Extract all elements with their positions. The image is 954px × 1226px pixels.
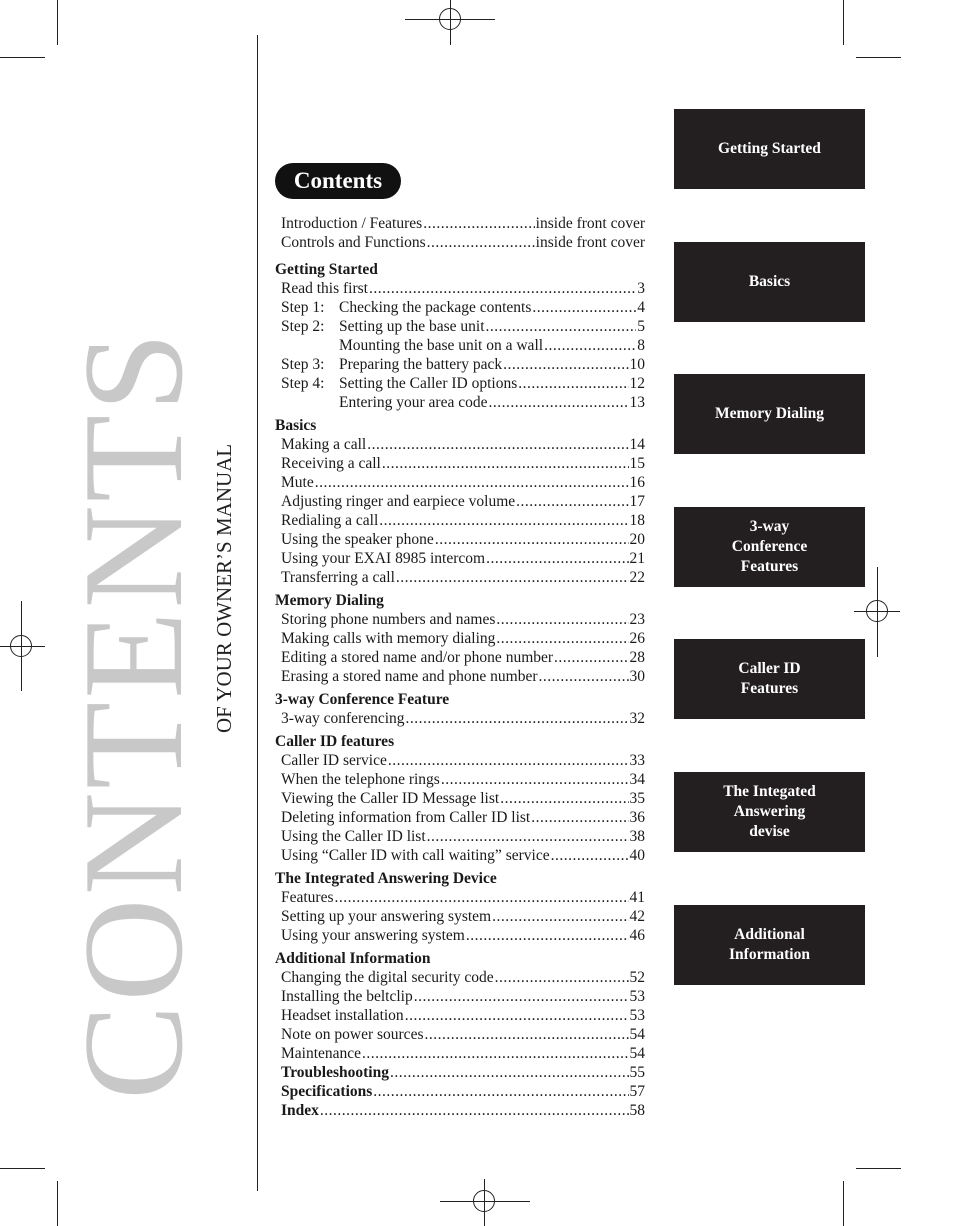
- registration-circle: [473, 1190, 495, 1212]
- crop-mark: [57, 1181, 58, 1226]
- toc-label: Mute: [281, 474, 314, 491]
- toc-page: 28: [629, 649, 645, 666]
- toc-page: 30: [629, 668, 645, 685]
- section-heading-memory-dialing: Memory Dialing: [275, 592, 384, 609]
- toc-entry[interactable]: [275, 454, 645, 473]
- toc-entry[interactable]: [275, 473, 645, 492]
- toc-label: Using your EXAI 8985 intercom: [281, 550, 486, 567]
- toc-entry[interactable]: [275, 987, 645, 1006]
- toc-entry[interactable]: [275, 1101, 645, 1120]
- toc-entry[interactable]: [275, 568, 645, 587]
- tab-caller-id-features[interactable]: [674, 639, 865, 719]
- toc-label: 3-way conferencing: [281, 710, 405, 727]
- toc-label: Caller ID service: [281, 752, 387, 769]
- crop-mark: [0, 57, 45, 58]
- toc-entry[interactable]: [275, 907, 645, 926]
- toc-page: 57: [629, 1083, 645, 1100]
- toc-label: When the telephone rings: [281, 771, 440, 788]
- toc-label: Editing a stored name and/or phone number: [281, 649, 554, 666]
- toc-label: Features: [281, 889, 334, 906]
- crop-mark: [0, 1168, 45, 1169]
- toc-entry[interactable]: [275, 355, 645, 374]
- toc-label: Mounting the base unit on a wall: [339, 337, 544, 354]
- toc-entry[interactable]: [275, 374, 645, 393]
- toc-page: 46: [629, 927, 645, 944]
- toc-page: 13: [629, 394, 645, 411]
- toc-entry[interactable]: [275, 1044, 645, 1063]
- toc-label: Erasing a stored name and phone number: [281, 668, 538, 685]
- toc-label: Transferring a call: [281, 569, 395, 586]
- toc-page: 58: [629, 1102, 645, 1119]
- toc-page: 10: [629, 356, 645, 373]
- section-heading-conference: 3-way Conference Feature: [275, 691, 450, 708]
- toc-entry[interactable]: [275, 888, 645, 907]
- toc-label: Receiving a call: [281, 455, 381, 472]
- toc-entry[interactable]: [275, 709, 645, 728]
- crop-mark: [843, 1181, 844, 1226]
- toc-page: 22: [629, 569, 645, 586]
- toc-page: inside front cover: [535, 215, 645, 232]
- toc-page: inside front cover: [535, 234, 645, 251]
- toc-label: Deleting information from Caller ID list: [281, 809, 531, 826]
- toc-page: 52: [629, 969, 645, 986]
- toc-page: 54: [629, 1026, 645, 1043]
- toc-step: Step 1:: [281, 299, 325, 316]
- toc-page: 17: [629, 493, 645, 510]
- toc-label: Headset installation: [281, 1007, 404, 1024]
- toc-entry[interactable]: [275, 511, 645, 530]
- tab-basics[interactable]: [674, 242, 865, 322]
- toc-entry[interactable]: [275, 846, 645, 865]
- toc-label: Storing phone numbers and names: [281, 611, 496, 628]
- toc-step: Step 4:: [281, 375, 325, 392]
- toc-page: 12: [629, 375, 645, 392]
- toc-entry[interactable]: [275, 968, 645, 987]
- toc-page: 18: [629, 512, 645, 529]
- registration-circle: [439, 8, 461, 30]
- tab-additional-information[interactable]: [674, 905, 865, 985]
- toc-entry[interactable]: [275, 610, 645, 629]
- toc-page: 53: [629, 988, 645, 1005]
- toc-entry[interactable]: [275, 770, 645, 789]
- toc-entry[interactable]: [275, 827, 645, 846]
- toc-page: 42: [629, 908, 645, 925]
- section-heading-answering-device: The Integrated Answering Device: [275, 870, 497, 887]
- toc-page: 4: [637, 299, 645, 316]
- toc-label: Setting up the base unit: [339, 318, 485, 335]
- toc-label: Redialing a call: [281, 512, 379, 529]
- registration-circle: [866, 600, 888, 622]
- contents-heading-pill: Contents: [275, 163, 401, 199]
- toc-entry[interactable]: [275, 1063, 645, 1082]
- toc-entry[interactable]: [275, 393, 645, 412]
- toc-entry[interactable]: [275, 298, 645, 317]
- toc-label: Changing the digital security code: [281, 969, 494, 986]
- toc-label: Setting the Caller ID options: [339, 375, 518, 392]
- toc-page: 55: [629, 1064, 645, 1081]
- toc-entry[interactable]: [275, 648, 645, 667]
- tab-label: Basics: [748, 273, 791, 290]
- divider: [257, 35, 258, 1191]
- crop-mark: [856, 57, 901, 58]
- tab-label: Caller ID Features: [738, 660, 801, 697]
- toc-entry[interactable]: [275, 751, 645, 770]
- toc-entry[interactable]: [275, 317, 645, 336]
- section-heading-additional-information: Additional Information: [275, 950, 431, 967]
- crop-mark: [843, 0, 844, 45]
- toc-page: 33: [629, 752, 645, 769]
- toc-entry[interactable]: [275, 808, 645, 827]
- tab-label: Memory Dialing: [715, 405, 824, 422]
- toc-entry[interactable]: [275, 233, 645, 252]
- toc-label: Making a call: [281, 436, 367, 453]
- toc-label: Installing the beltclip: [281, 988, 413, 1005]
- toc-entry[interactable]: [275, 629, 645, 648]
- table-of-contents: [275, 214, 645, 1120]
- toc-page: 8: [637, 337, 645, 354]
- toc-step: Step 2:: [281, 318, 325, 335]
- toc-page: 15: [629, 455, 645, 472]
- toc-entry[interactable]: [275, 492, 645, 511]
- toc-page: 54: [629, 1045, 645, 1062]
- toc-label: Using the speaker phone: [281, 531, 434, 548]
- toc-entry[interactable]: [275, 1082, 645, 1101]
- toc-page: 36: [629, 809, 645, 826]
- toc-label: Using your answering system: [281, 927, 465, 944]
- toc-label: Adjusting ringer and earpiece volume: [281, 493, 516, 510]
- toc-entry[interactable]: [275, 926, 645, 945]
- toc-page: 32: [629, 710, 645, 727]
- tab-label: The Integated Answering devise: [723, 783, 816, 840]
- toc-page: 35: [629, 790, 645, 807]
- toc-label: Preparing the battery pack: [339, 356, 503, 373]
- toc-page: 41: [629, 889, 645, 906]
- toc-page: 26: [629, 630, 645, 647]
- tab-label: Additional Information: [729, 926, 810, 963]
- toc-entry[interactable]: [275, 214, 645, 233]
- toc-page: 53: [629, 1007, 645, 1024]
- toc-page: 34: [629, 771, 645, 788]
- toc-label: Troubleshooting: [281, 1064, 389, 1081]
- toc-label: Introduction / Features: [281, 215, 423, 232]
- tab-label: 3-way Conference Features: [731, 518, 808, 575]
- toc-page: 14: [629, 436, 645, 453]
- toc-entry[interactable]: [275, 336, 645, 355]
- tab-getting-started[interactable]: [674, 109, 865, 189]
- toc-page: 20: [629, 531, 645, 548]
- toc-entry[interactable]: [275, 789, 645, 808]
- toc-entry[interactable]: [275, 1025, 645, 1044]
- toc-label: Index: [281, 1102, 319, 1119]
- toc-label: Read this first: [281, 280, 368, 297]
- toc-entry[interactable]: [275, 530, 645, 549]
- crop-mark: [57, 0, 58, 45]
- tab-conference-features[interactable]: [674, 507, 865, 587]
- tab-label: Getting Started: [718, 140, 821, 157]
- toc-page: 5: [637, 318, 645, 335]
- toc-page: 21: [629, 550, 645, 567]
- tab-answering-device[interactable]: [674, 772, 865, 852]
- toc-label: Viewing the Caller ID Message list: [281, 790, 500, 807]
- toc-entry[interactable]: [275, 667, 645, 686]
- tab-memory-dialing[interactable]: [674, 374, 865, 454]
- toc-page: 16: [629, 474, 645, 491]
- toc-page: 40: [629, 847, 645, 864]
- section-heading-getting-started: Getting Started: [275, 261, 378, 278]
- toc-label: Entering your area code: [339, 394, 488, 411]
- toc-page: 38: [629, 828, 645, 845]
- toc-label: Using “Caller ID with call waiting” service: [281, 847, 550, 864]
- toc-entry[interactable]: [275, 1006, 645, 1025]
- toc-entry[interactable]: [275, 549, 645, 568]
- toc-page: 3: [637, 280, 645, 297]
- registration-circle: [10, 635, 32, 657]
- toc-label: Making calls with memory dialing: [281, 630, 496, 647]
- toc-entry[interactable]: [275, 279, 645, 298]
- sidebar-subtitle: OF YOUR OWNER’S MANUAL: [212, 443, 236, 733]
- section-heading-caller-id: Caller ID features: [275, 733, 395, 750]
- section-heading-basics: Basics: [275, 417, 317, 434]
- toc-label: Note on power sources: [281, 1026, 424, 1043]
- toc-label: Setting up your answering system: [281, 908, 492, 925]
- toc-step: Step 3:: [281, 356, 325, 373]
- toc-label: Maintenance: [281, 1045, 362, 1062]
- toc-label: Specifications: [281, 1083, 373, 1100]
- toc-label: Checking the package contents: [339, 299, 532, 316]
- toc-label: Controls and Functions: [281, 234, 426, 251]
- toc-entry[interactable]: [275, 435, 645, 454]
- sidebar-big-title: CONTENTS: [54, 329, 212, 1100]
- crop-mark: [856, 1168, 901, 1169]
- toc-page: 23: [629, 611, 645, 628]
- toc-label: Using the Caller ID list: [281, 828, 426, 845]
